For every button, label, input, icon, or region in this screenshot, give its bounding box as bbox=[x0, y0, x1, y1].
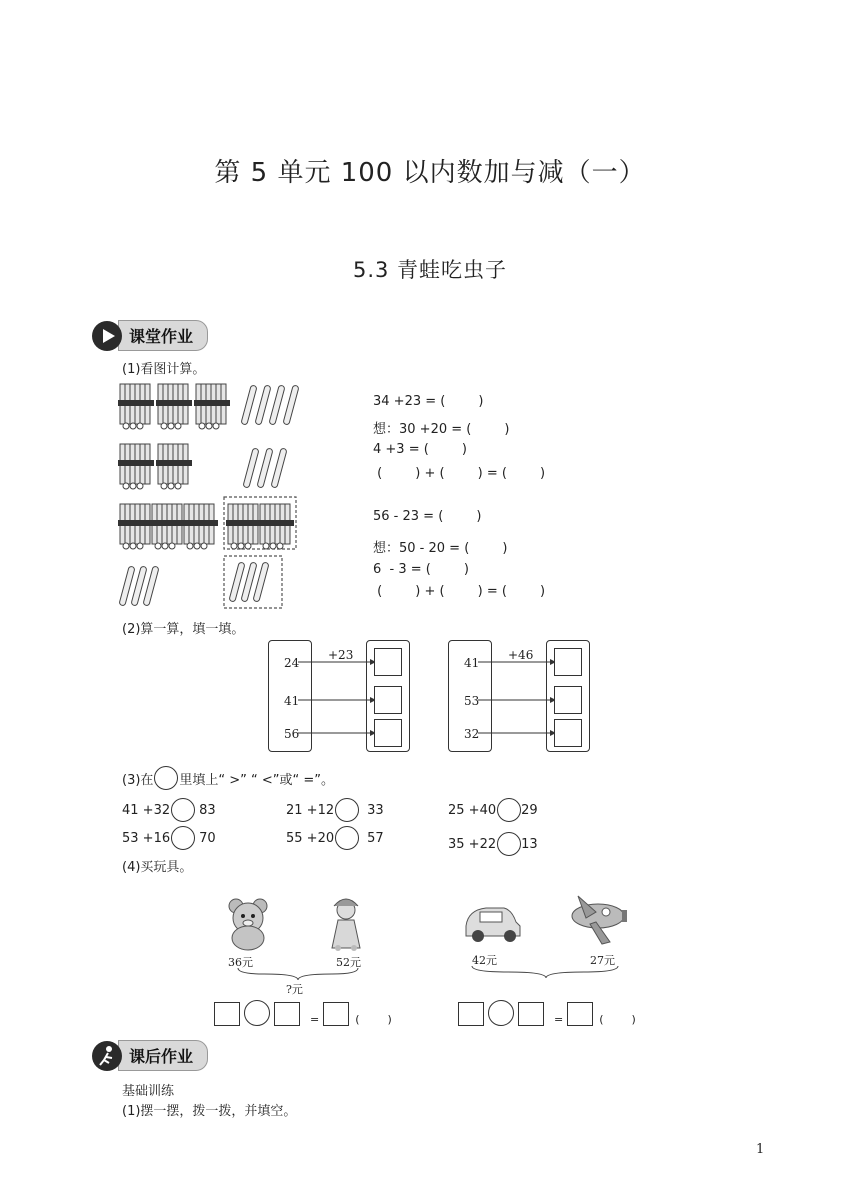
q1-label: (1)看图计算。 bbox=[122, 362, 206, 377]
q3-item-6 bbox=[448, 832, 538, 856]
q4-left-unit-paren: ( ) bbox=[355, 1013, 392, 1026]
toy-car-and-plane-icon bbox=[458, 886, 636, 996]
q3-item-2-answer[interactable] bbox=[335, 798, 359, 822]
unit-title: 第 5 单元 100 以内数加与减（一） bbox=[214, 158, 646, 188]
q2-right-answer-1[interactable] bbox=[554, 648, 582, 676]
q4-right-unit-paren: ( ) bbox=[599, 1013, 636, 1026]
q4-right-box-1[interactable] bbox=[458, 1002, 484, 1026]
q4-left-op-circle[interactable] bbox=[244, 1000, 270, 1026]
q4-right-op-circle[interactable] bbox=[488, 1000, 514, 1026]
q4-right-illustration bbox=[458, 886, 636, 996]
teddy-bear-and-doll-icon bbox=[224, 886, 372, 996]
q3-item-1 bbox=[122, 798, 216, 822]
play-icon bbox=[92, 321, 122, 351]
q1a-line3: 4 +3 = ( ) bbox=[373, 442, 467, 457]
q1b-line1: 56 - 23 = ( ) bbox=[373, 509, 482, 524]
q2-left-answer-1[interactable] bbox=[374, 648, 402, 676]
q3-item-3-answer[interactable] bbox=[497, 798, 521, 822]
q4-left-equals: = bbox=[310, 1013, 320, 1026]
q4-left-box-2[interactable] bbox=[274, 1002, 300, 1026]
q4-left-box-3[interactable] bbox=[323, 1002, 349, 1026]
q3-item-5-answer[interactable] bbox=[335, 826, 359, 850]
q4-left-box-1[interactable] bbox=[214, 1002, 240, 1026]
basic-training-label: 基础训练 bbox=[122, 1084, 175, 1099]
q3-item-4-left: 53 +16 bbox=[122, 830, 171, 846]
q4-left-answer-row bbox=[214, 1000, 392, 1026]
page-number: 1 bbox=[756, 1142, 765, 1157]
q2-label: (2)算一算，填一填。 bbox=[122, 622, 245, 637]
q1a-line4: ( ) + ( ) = ( ) bbox=[373, 466, 546, 481]
q4-right-equals: = bbox=[554, 1013, 564, 1026]
q4-left-illustration bbox=[224, 886, 372, 996]
q1a-line2: 想：30 +20 = ( ) bbox=[373, 422, 510, 437]
q1b-line4: ( ) + ( ) = ( ) bbox=[373, 584, 546, 599]
q2-right-answer-2[interactable] bbox=[554, 686, 582, 714]
q3-item-5-left: 55 +20 bbox=[286, 830, 335, 846]
q4-left-price-bear: 36元 bbox=[228, 956, 253, 969]
q2-right-input-3: 32 bbox=[464, 727, 480, 741]
q2-right-input-2: 53 bbox=[464, 694, 480, 708]
q1a-line1: 34 +23 = ( ) bbox=[373, 394, 484, 409]
q2-left-answer-3[interactable] bbox=[374, 719, 402, 747]
q1-picture-a bbox=[118, 380, 308, 500]
q3-item-2-right: 33 bbox=[367, 802, 384, 818]
q2-left-input-3: 56 bbox=[284, 727, 300, 741]
q3-item-5-right: 57 bbox=[367, 830, 384, 846]
q4-right-price-car: 42元 bbox=[472, 954, 497, 967]
q3-item-2 bbox=[286, 798, 384, 822]
q4-right-box-3[interactable] bbox=[567, 1002, 593, 1026]
q2-left-input-1: 24 bbox=[284, 656, 300, 670]
q4-left-price-doll: 52元 bbox=[336, 956, 361, 969]
q2-left-input-2: 41 bbox=[284, 694, 300, 708]
q1b-line2: 想：50 - 20 = ( ) bbox=[373, 541, 508, 556]
q3-item-1-right: 83 bbox=[199, 802, 216, 818]
q2-right-input-1: 41 bbox=[464, 656, 480, 670]
q4-right-box-2[interactable] bbox=[518, 1002, 544, 1026]
q2-left-op: +23 bbox=[328, 648, 354, 662]
q4-right-price-plane: 27元 bbox=[590, 954, 615, 967]
q3-label-pre: (3)在 bbox=[122, 772, 154, 788]
q3-item-6-answer[interactable] bbox=[497, 832, 521, 856]
q3-item-4-right: 70 bbox=[199, 830, 216, 846]
class-work-banner bbox=[92, 320, 208, 351]
q1-picture-b bbox=[118, 496, 308, 612]
q4-right-answer-row bbox=[458, 1000, 636, 1026]
q3-item-2-left: 21 +12 bbox=[286, 802, 335, 818]
q3-item-4-answer[interactable] bbox=[171, 826, 195, 850]
basic-q1-label: (1)摆一摆，拨一拨，并填空。 bbox=[122, 1104, 297, 1119]
lesson-title: 5.3 青蛙吃虫子 bbox=[352, 258, 508, 282]
q2-left-diagram bbox=[268, 640, 412, 754]
runner-icon bbox=[92, 1041, 122, 1071]
class-work-label: 课堂作业 bbox=[118, 320, 208, 351]
q2-right-op: +46 bbox=[508, 648, 534, 662]
q3-item-6-left: 35 +22 bbox=[448, 836, 497, 852]
q3-label-post: 里填上“ >” “ <”或“ =”。 bbox=[179, 772, 335, 788]
q4-label: (4)买玩具。 bbox=[122, 860, 193, 875]
homework-banner bbox=[92, 1040, 208, 1071]
q3-item-3 bbox=[448, 798, 538, 822]
q3-item-3-left: 25 +40 bbox=[448, 802, 497, 818]
q3-label bbox=[122, 766, 334, 790]
q4-left-total: ?元 bbox=[286, 983, 303, 996]
q3-item-1-left: 41 +32 bbox=[122, 802, 171, 818]
homework-label: 课后作业 bbox=[118, 1040, 208, 1071]
q3-item-6-right: 13 bbox=[521, 836, 538, 852]
q2-right-answer-3[interactable] bbox=[554, 719, 582, 747]
q3-item-5 bbox=[286, 826, 384, 850]
q2-left-answer-2[interactable] bbox=[374, 686, 402, 714]
q3-item-4 bbox=[122, 826, 216, 850]
q1b-line3: 6 - 3 = ( ) bbox=[373, 562, 469, 577]
q2-right-diagram bbox=[448, 640, 592, 754]
q3-item-3-right: 29 bbox=[521, 802, 538, 818]
q3-item-1-answer[interactable] bbox=[171, 798, 195, 822]
q3-label-circle-icon bbox=[154, 766, 178, 790]
